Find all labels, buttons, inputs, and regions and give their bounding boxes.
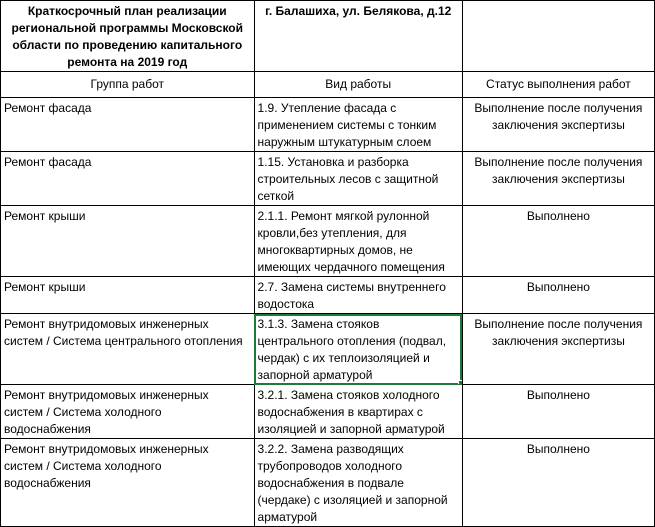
table-row [1,206,655,277]
group-cell[interactable]: Ремонт фасада [1,152,255,206]
status-cell[interactable]: Выполнено [462,439,654,527]
header-row [1,1,655,72]
work-cell[interactable]: 2.7. Замена системы внутреннего водостока [254,277,462,314]
table-row [1,277,655,314]
group-cell[interactable]: Ремонт внутридомовых инженерных систем / Система центрального отопления [1,314,255,385]
work-cell[interactable]: 2.1.1. Ремонт мягкой рулонной кровли,без утепления, для многоквартирных домов, не имеющих чердачного помещения [254,206,462,277]
work-cell-text: 3.1.3. Замена стояков центрального отопления (подвал, чердак) с их теплоизоляцией и запорной арматурой [257,317,447,382]
status-cell[interactable]: Выполнено [462,277,654,314]
column-header-group[interactable]: Группа работ [1,72,255,98]
status-cell[interactable]: Выполнено [462,385,654,439]
table-row [1,385,655,439]
status-cell[interactable]: Выполнение после получения заключения экспертизы [462,152,654,206]
group-cell[interactable]: Ремонт внутридомовых инженерных систем / Система холодного водоснабжения [1,439,255,527]
status-cell[interactable]: Выполнение после получения заключения экспертизы [462,98,654,152]
column-header-work[interactable]: Вид работы [254,72,462,98]
status-cell[interactable]: Выполнено [462,206,654,277]
work-cell-selected[interactable] [254,314,462,385]
empty-header-cell[interactable] [462,1,654,72]
fill-handle[interactable] [458,380,463,385]
table-row [1,439,655,527]
work-cell[interactable]: 3.2.2. Замена разводящих трубопроводов холодного водоснабжения в подвале (чердаке) с изоляцией и запорной арматурой [254,439,462,527]
column-header-row [1,72,655,98]
plan-title-cell[interactable]: Краткосрочный план реализации региональной программы Московской области по проведению капитального ремонта на 2019 год [1,1,255,72]
column-header-status[interactable]: Статус выполнения работ [462,72,654,98]
address-cell[interactable]: г. Балашиха, ул. Белякова, д.12 [254,1,462,72]
work-cell[interactable]: 1.15. Установка и разборка строительных лесов с защитной сеткой [254,152,462,206]
work-cell[interactable]: 3.2.1. Замена стояков холодного водоснабжения в квартирах с изоляцией и запорной арматурой [254,385,462,439]
group-cell[interactable]: Ремонт фасада [1,98,255,152]
work-cell[interactable]: 1.9. Утепление фасада с применением системы с тонким наружным штукатурным слоем [254,98,462,152]
table-row [1,152,655,206]
status-cell[interactable]: Выполнение после получения заключения экспертизы [462,314,654,385]
group-cell[interactable]: Ремонт крыши [1,277,255,314]
group-cell[interactable]: Ремонт крыши [1,206,255,277]
table-row [1,314,655,385]
table-row [1,98,655,152]
group-cell[interactable]: Ремонт внутридомовых инженерных систем / Система холодного водоснабжения [1,385,255,439]
